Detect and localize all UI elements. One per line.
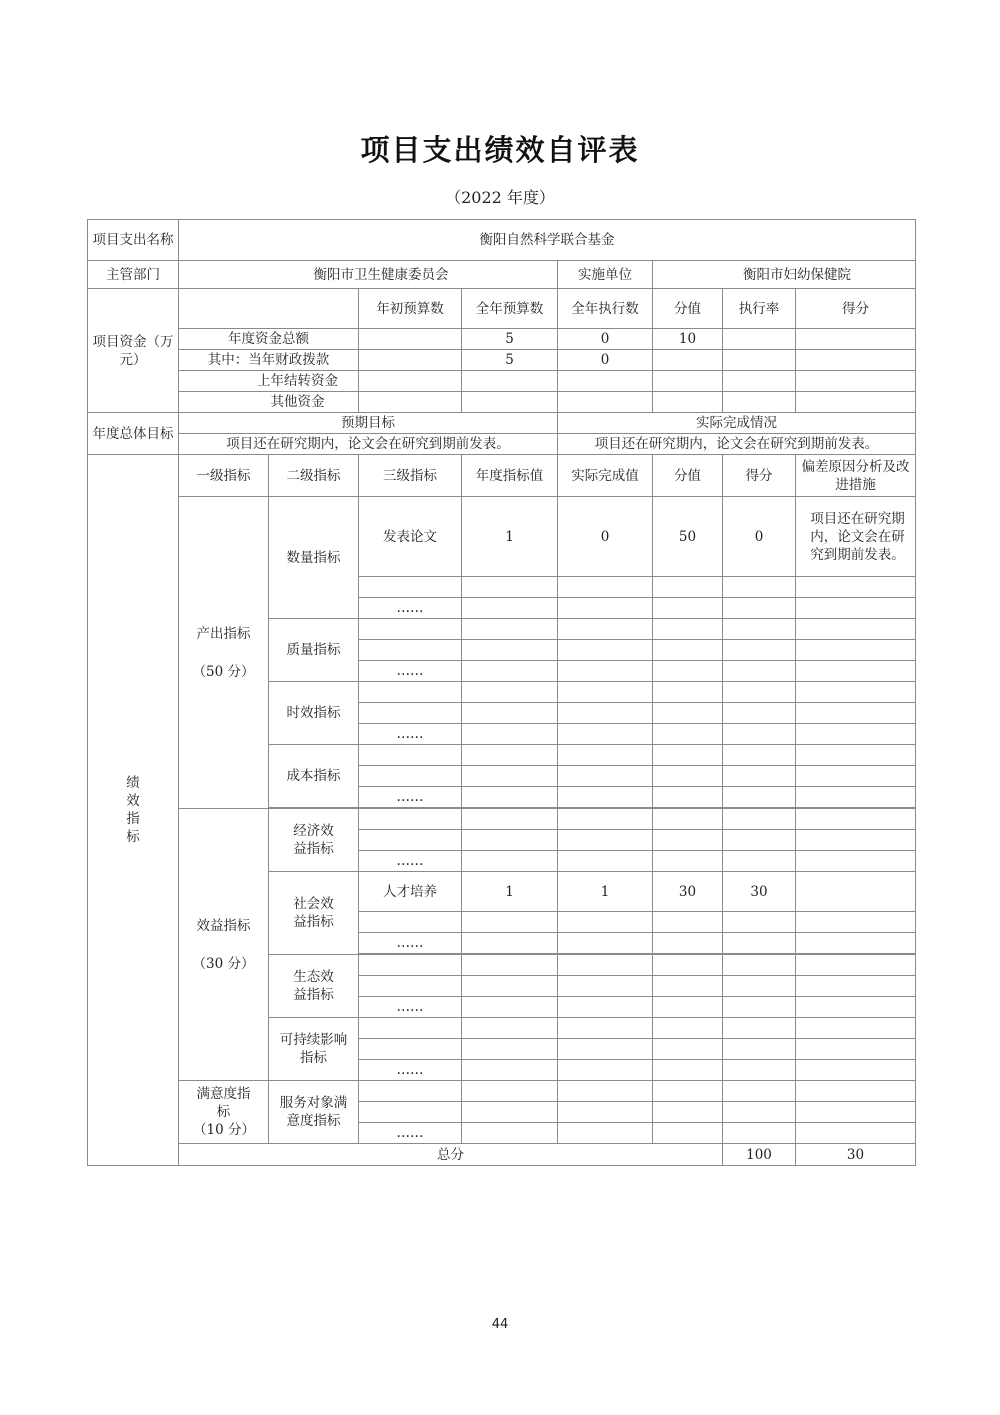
funds-cell [723,392,796,413]
funds-cell [558,392,653,413]
satisfaction-indicator-label [179,1081,269,1144]
funds-header-score-value: 分值 [653,289,723,329]
talent-indicator: 人才培养 [359,872,462,912]
total-score: 30 [796,1144,916,1166]
indicator-header: 一级指标 [179,455,269,497]
satisfaction-label: 满意度指标 [196,1086,251,1120]
social-indicator: 社会效益指标 [269,872,359,955]
dept-value: 衡阳市卫生健康委员会 [179,261,558,289]
ellipsis: …… [359,851,462,872]
indicator-header: 三级指标 [359,455,462,497]
funds-cell [359,350,462,371]
ellipsis: …… [359,997,462,1018]
total-value: 100 [723,1144,796,1166]
satisfaction-points: （10 分） [193,1122,255,1138]
expected-goal-label: 预期目标 [179,413,558,434]
talent-actual: 1 [558,872,653,912]
ellipsis: …… [359,661,462,682]
funds-row-label: 其中：当年财政拨款 [179,350,359,371]
output-indicator-label [179,497,269,809]
project-name-label: 项目支出名称 [88,220,179,261]
indicator-header: 分值 [653,455,723,497]
funds-cell [796,392,916,413]
dept-label: 主管部门 [88,261,179,289]
funds-cell [653,392,723,413]
indicator-header: 年度指标值 [462,455,558,497]
ecological-indicator: 生态效益指标 [269,955,359,1018]
funds-header-annual: 全年预算数 [462,289,558,329]
talent-score: 30 [723,872,796,912]
indicator-header: 得分 [723,455,796,497]
paper-target: 1 [462,497,558,577]
paper-score: 0 [723,497,796,577]
total-label: 总分 [179,1144,723,1166]
funds-header-rate: 执行率 [723,289,796,329]
paper-actual: 0 [558,497,653,577]
indicators-label: 绩效指标 [88,455,179,1166]
paper-reason: 项目还在研究期内，论文会在研究到期前发表。 [796,497,916,577]
funds-cell [558,371,653,392]
quantity-indicator: 数量指标 [269,497,359,619]
indicator-header: 实际完成值 [558,455,653,497]
funds-cell [359,392,462,413]
funds-cell [723,329,796,350]
funds-cell: 5 [462,350,558,371]
funds-cell [796,371,916,392]
indicator-header: 二级指标 [269,455,359,497]
year-subtitle: （2022 年度） [445,188,555,207]
output-label: 产出指标 [196,625,251,642]
funds-cell [359,329,462,350]
benefit-indicator-label [179,809,269,1081]
funds-cell [796,329,916,350]
funds-header-score: 得分 [796,289,916,329]
paper-value: 50 [653,497,723,577]
benefit-label: 效益指标 [196,917,251,934]
funds-cell: 0 [558,350,653,371]
funds-header-initial: 年初预算数 [359,289,462,329]
funds-header-blank [179,289,359,329]
unit-value: 衡阳市妇幼保健院 [653,261,916,289]
actual-goal-label: 实际完成情况 [558,413,916,434]
funds-cell [653,350,723,371]
funds-row-label: 其他资金 [179,392,359,413]
funds-cell: 0 [558,329,653,350]
expected-goal: 项目还在研究期内，论文会在研究到期前发表。 [179,434,558,455]
page-number: 44 [491,1317,509,1332]
output-points: （50 分） [192,663,255,680]
service-satisfaction-indicator: 服务对象满意度指标 [269,1081,359,1144]
ellipsis: …… [359,933,462,954]
paper-indicator: 发表论文 [359,497,462,577]
ellipsis: …… [359,1123,462,1144]
ellipsis: …… [359,598,462,619]
quality-indicator: 质量指标 [269,619,359,682]
funds-cell [796,350,916,371]
funds-cell [359,371,462,392]
cost-indicator: 成本指标 [269,745,359,808]
performance-table [87,219,916,1166]
talent-value: 30 [653,872,723,912]
funds-cell [723,350,796,371]
indicator-header: 偏差原因分析及改进措施 [796,455,916,497]
ellipsis: …… [359,1060,462,1081]
page-title: 项目支出绩效自评表 [360,133,640,167]
funds-cell [462,371,558,392]
timeliness-indicator: 时效指标 [269,682,359,745]
ellipsis: …… [359,787,462,808]
funds-header-executed: 全年执行数 [558,289,653,329]
funds-cell [723,371,796,392]
unit-label: 实施单位 [558,261,653,289]
economic-indicator: 经济效益指标 [269,809,359,872]
actual-goal: 项目还在研究期内，论文会在研究到期前发表。 [558,434,916,455]
funds-cell: 5 [462,329,558,350]
goals-label: 年度总体目标 [88,413,179,455]
talent-target: 1 [462,872,558,912]
funds-row-label: 上年结转资金 [179,371,359,392]
funds-cell [653,371,723,392]
project-name: 衡阳自然科学联合基金 [179,220,916,261]
funds-cell [462,392,558,413]
funds-label: 项目资金（万元） [88,289,179,413]
sustainable-indicator: 可持续影响指标 [269,1018,359,1081]
funds-row-label: 年度资金总额 [179,329,359,350]
benefit-points: （30 分） [192,955,255,972]
ellipsis: …… [359,724,462,745]
funds-cell: 10 [653,329,723,350]
